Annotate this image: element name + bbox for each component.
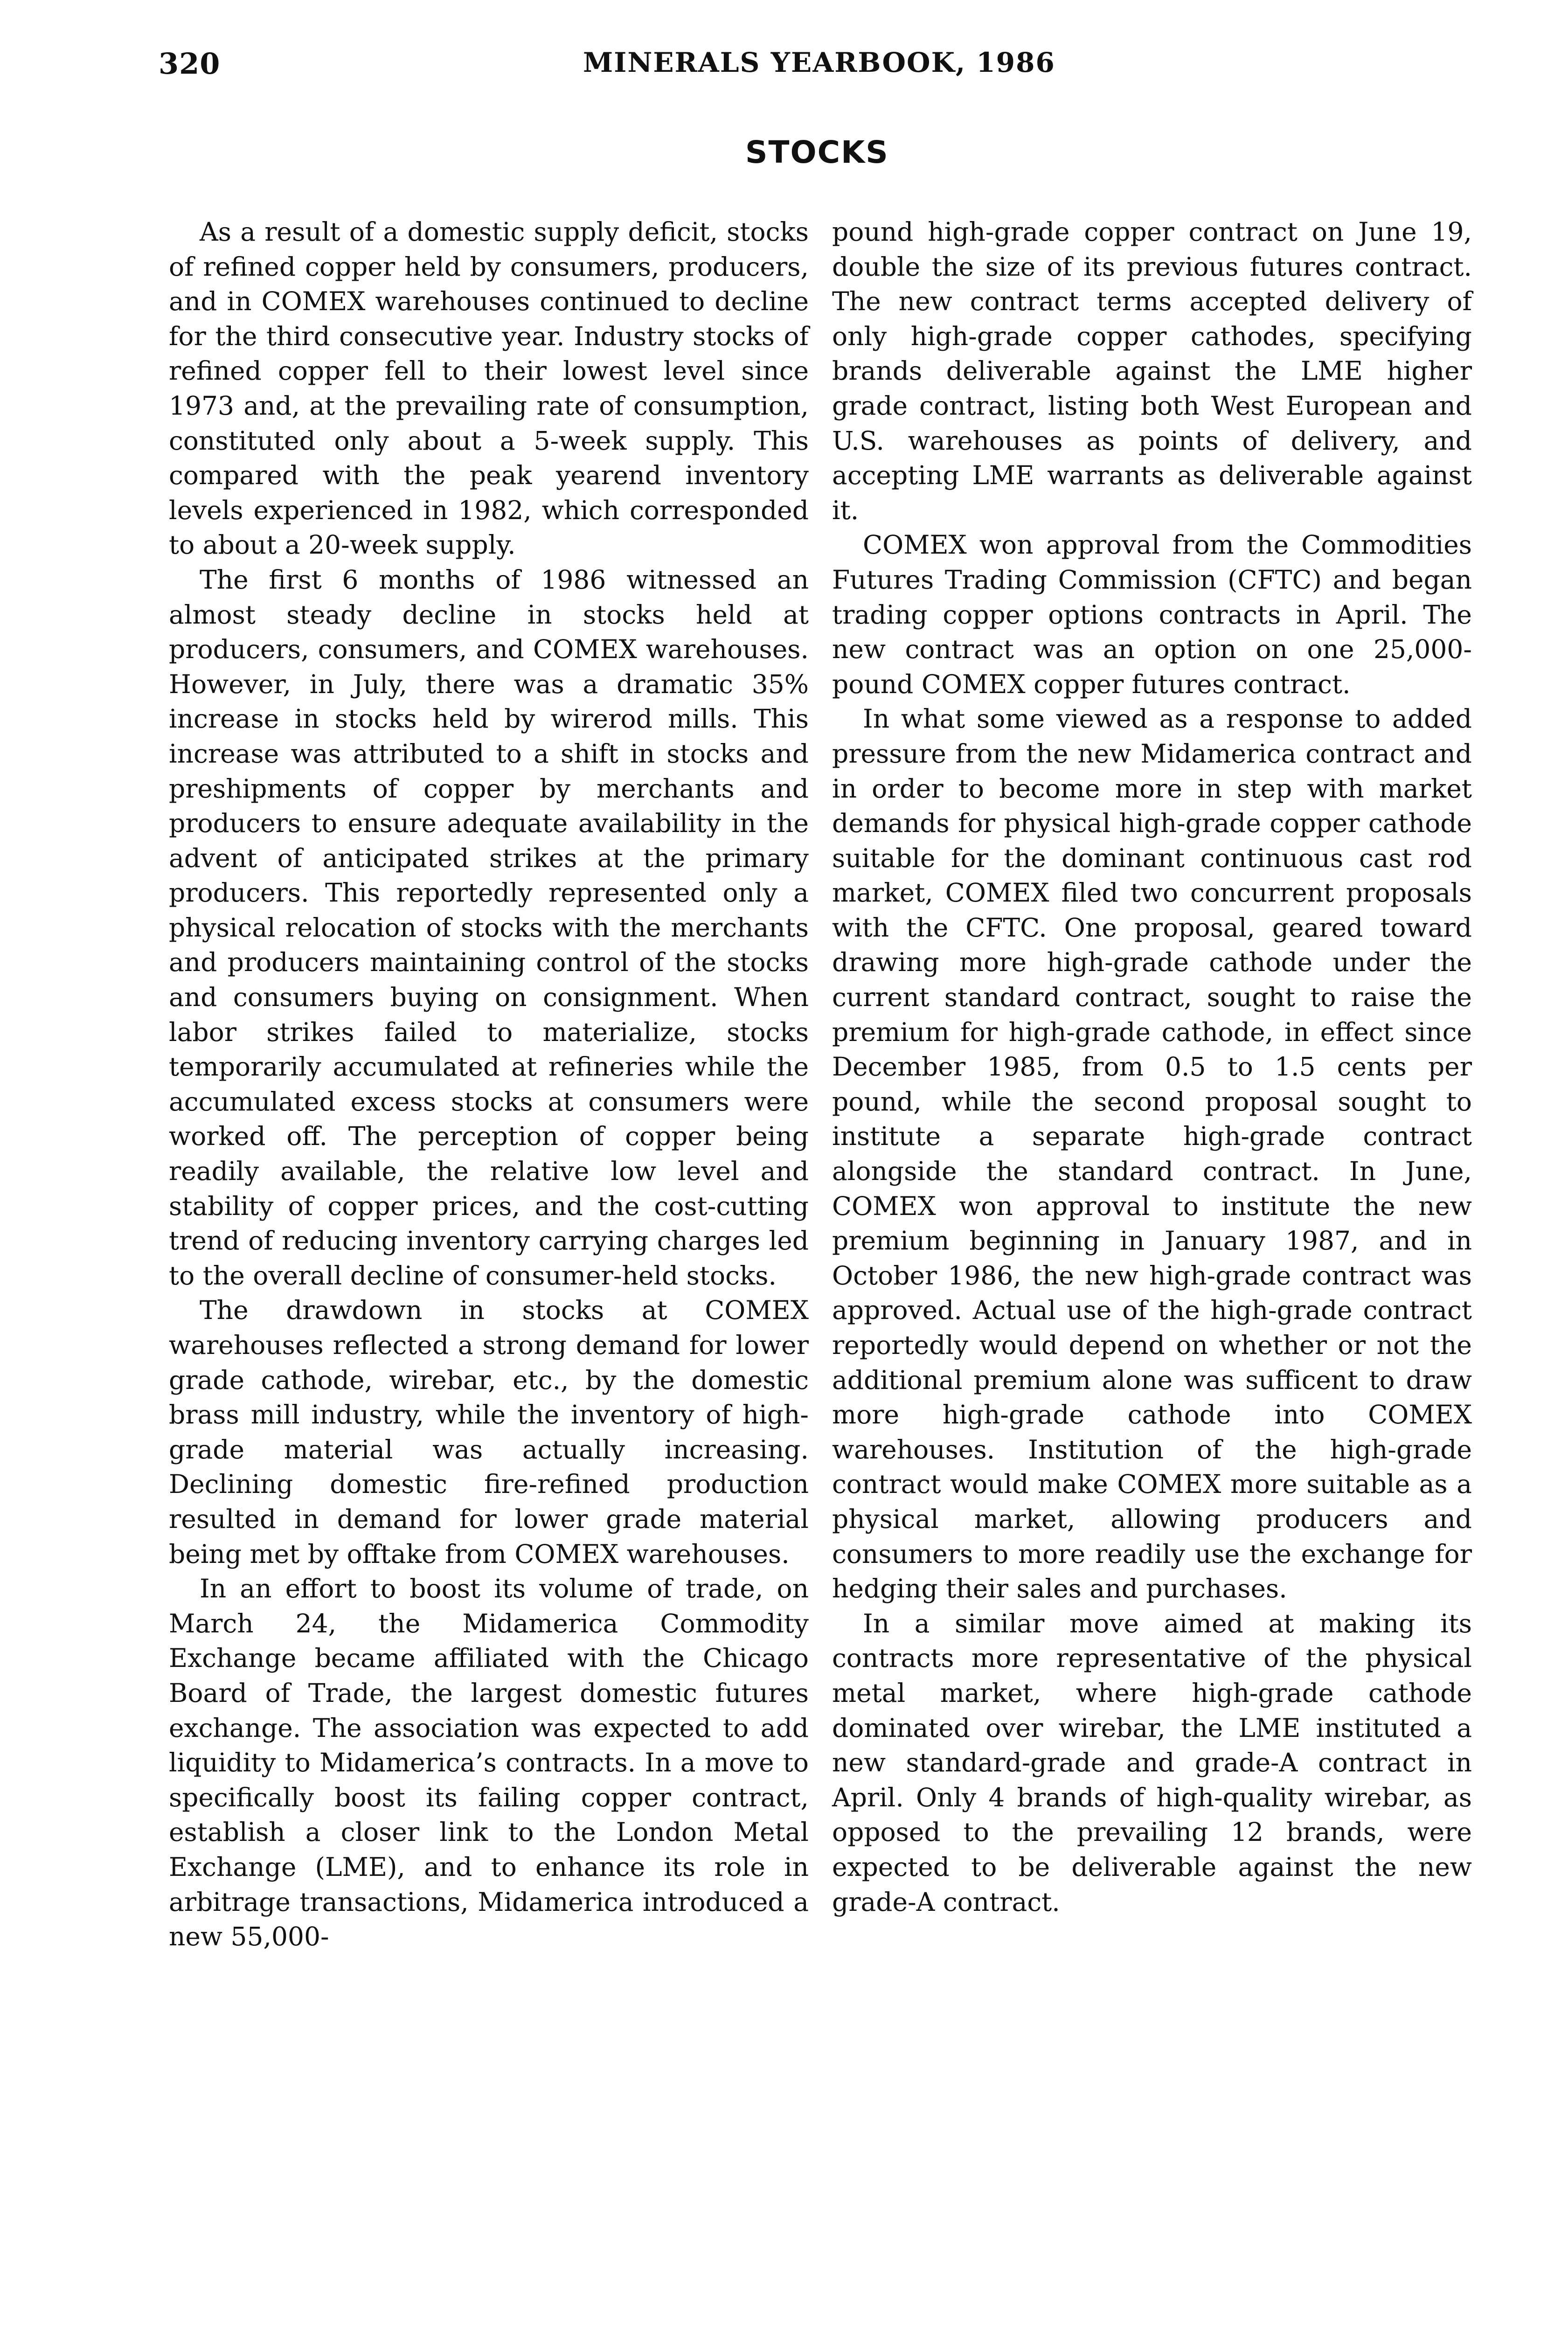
section-title: STOCKS (745, 134, 889, 170)
paragraph: As a result of a domestic supply deficit, stocks of refined copper held by consumers, producers, and in COMEX warehouses continued to decline for the third consecutive year. Industry stocks of refined copper fell to their lowest level since 1973 and, at the prevailing rate of consumption, constituted only about a 5-week supply. This compared with the peak yearend inventory levels experienced in 1982, which corresponded to about a 20-week supply. (169, 217, 809, 560)
paragraph-continued: pound high-grade copper contract on June 19, double the size of its previous futures contract. The new contract terms accepted delivery of only high-grade copper cathodes, specifying brands deliverable against the LME higher grade contract, listing both West European and U.S. warehouses as points of delivery, and accepting LME warrants as deliverable against it. (832, 217, 1472, 525)
running-head: MINERALS YEARBOOK, 1986 (583, 47, 1055, 78)
paragraph: COMEX won approval from the Commodities Futures Trading Commission (CFTC) and began trading copper options contracts in April. The new contract was an option on one 25,000-pound COMEX copper futures contract. (832, 530, 1472, 699)
paragraph: The first 6 months of 1986 witnessed an almost steady decline in stocks held at producers, consumers, and COMEX warehouses. However, in July, there was a dramatic 35% increase in stocks held by wirerod mills. This increase was attributed to a shift in stocks and preshipments of copper by merchants and producers to ensure adequate availability in the advent of anticipated strikes at the primary producers. This reportedly represented only a physical relocation of stocks with the merchants and producers maintaining control of the stocks and consumers buying on consignment. When labor strikes failed to materialize, stocks temporarily accumulated at refineries while the accumulated excess stocks at consumers were worked off. The perception of copper being readily available, the relative low level and stability of copper prices, and the cost-cutting trend of reducing inventory carrying charges led to the overall decline of consumer-held stocks. (169, 564, 809, 1291)
paragraph: The drawdown in stocks at COMEX warehouses reflected a strong demand for lower grade cathode, wirebar, etc., by the domestic brass mill industry, while the inventory of high-grade material was actually increasing. Declining domestic fire-refined production resulted in demand for lower grade material being met by offtake from COMEX warehouses. (169, 1295, 809, 1569)
page-number: 320 (159, 47, 221, 81)
right-column (832, 215, 1472, 1919)
paragraph: In a similar move aimed at making its contracts more representative of the physical metal market, where high-grade cathode dominated over wirebar, the LME instituted a new standard-grade and grade-A contract in April. Only 4 brands of high-quality wirebar, as opposed to the prevailing 12 brands, were expected to be deliverable against the new grade-A contract. (832, 1608, 1472, 1917)
paragraph: In an effort to boost its volume of trade, on March 24, the Midamerica Commodity Exchange became affiliated with the Chicago Board of Trade, the largest domestic futures exchange. The association was expected to add liquidity to Midamerica’s contracts. In a move to specifically boost its failing copper contract, establish a closer link to the London Metal Exchange (LME), and to enhance its role in arbitrage transactions, Midamerica introduced a new 55,000- (169, 1574, 809, 1952)
left-column (169, 215, 809, 1954)
paragraph: In what some viewed as a response to added pressure from the new Midamerica contract and in order to become more in step with market demands for physical high-grade copper cathode suitable for the dominant continuous cast rod market, COMEX filed two concurrent proposals with the CFTC. One proposal, geared toward drawing more high-grade cathode under the current standard contract, sought to raise the premium for high-grade cathode, in effect since December 1985, from 0.5 to 1.5 cents per pound, while the second proposal sought to institute a separate high-grade contract alongside the standard contract. In June, COMEX won approval to institute the new premium beginning in January 1987, and in October 1986, the new high-grade contract was approved. Actual use of the high-grade contract reportedly would depend on whether or not the additional premium alone was sufficent to draw more high-grade cathode into COMEX warehouses. Institution of the high-grade contract would make COMEX more suitable as a physical market, allowing producers and consumers to more readily use the exchange for hedging their sales and purchases. (832, 704, 1472, 1604)
